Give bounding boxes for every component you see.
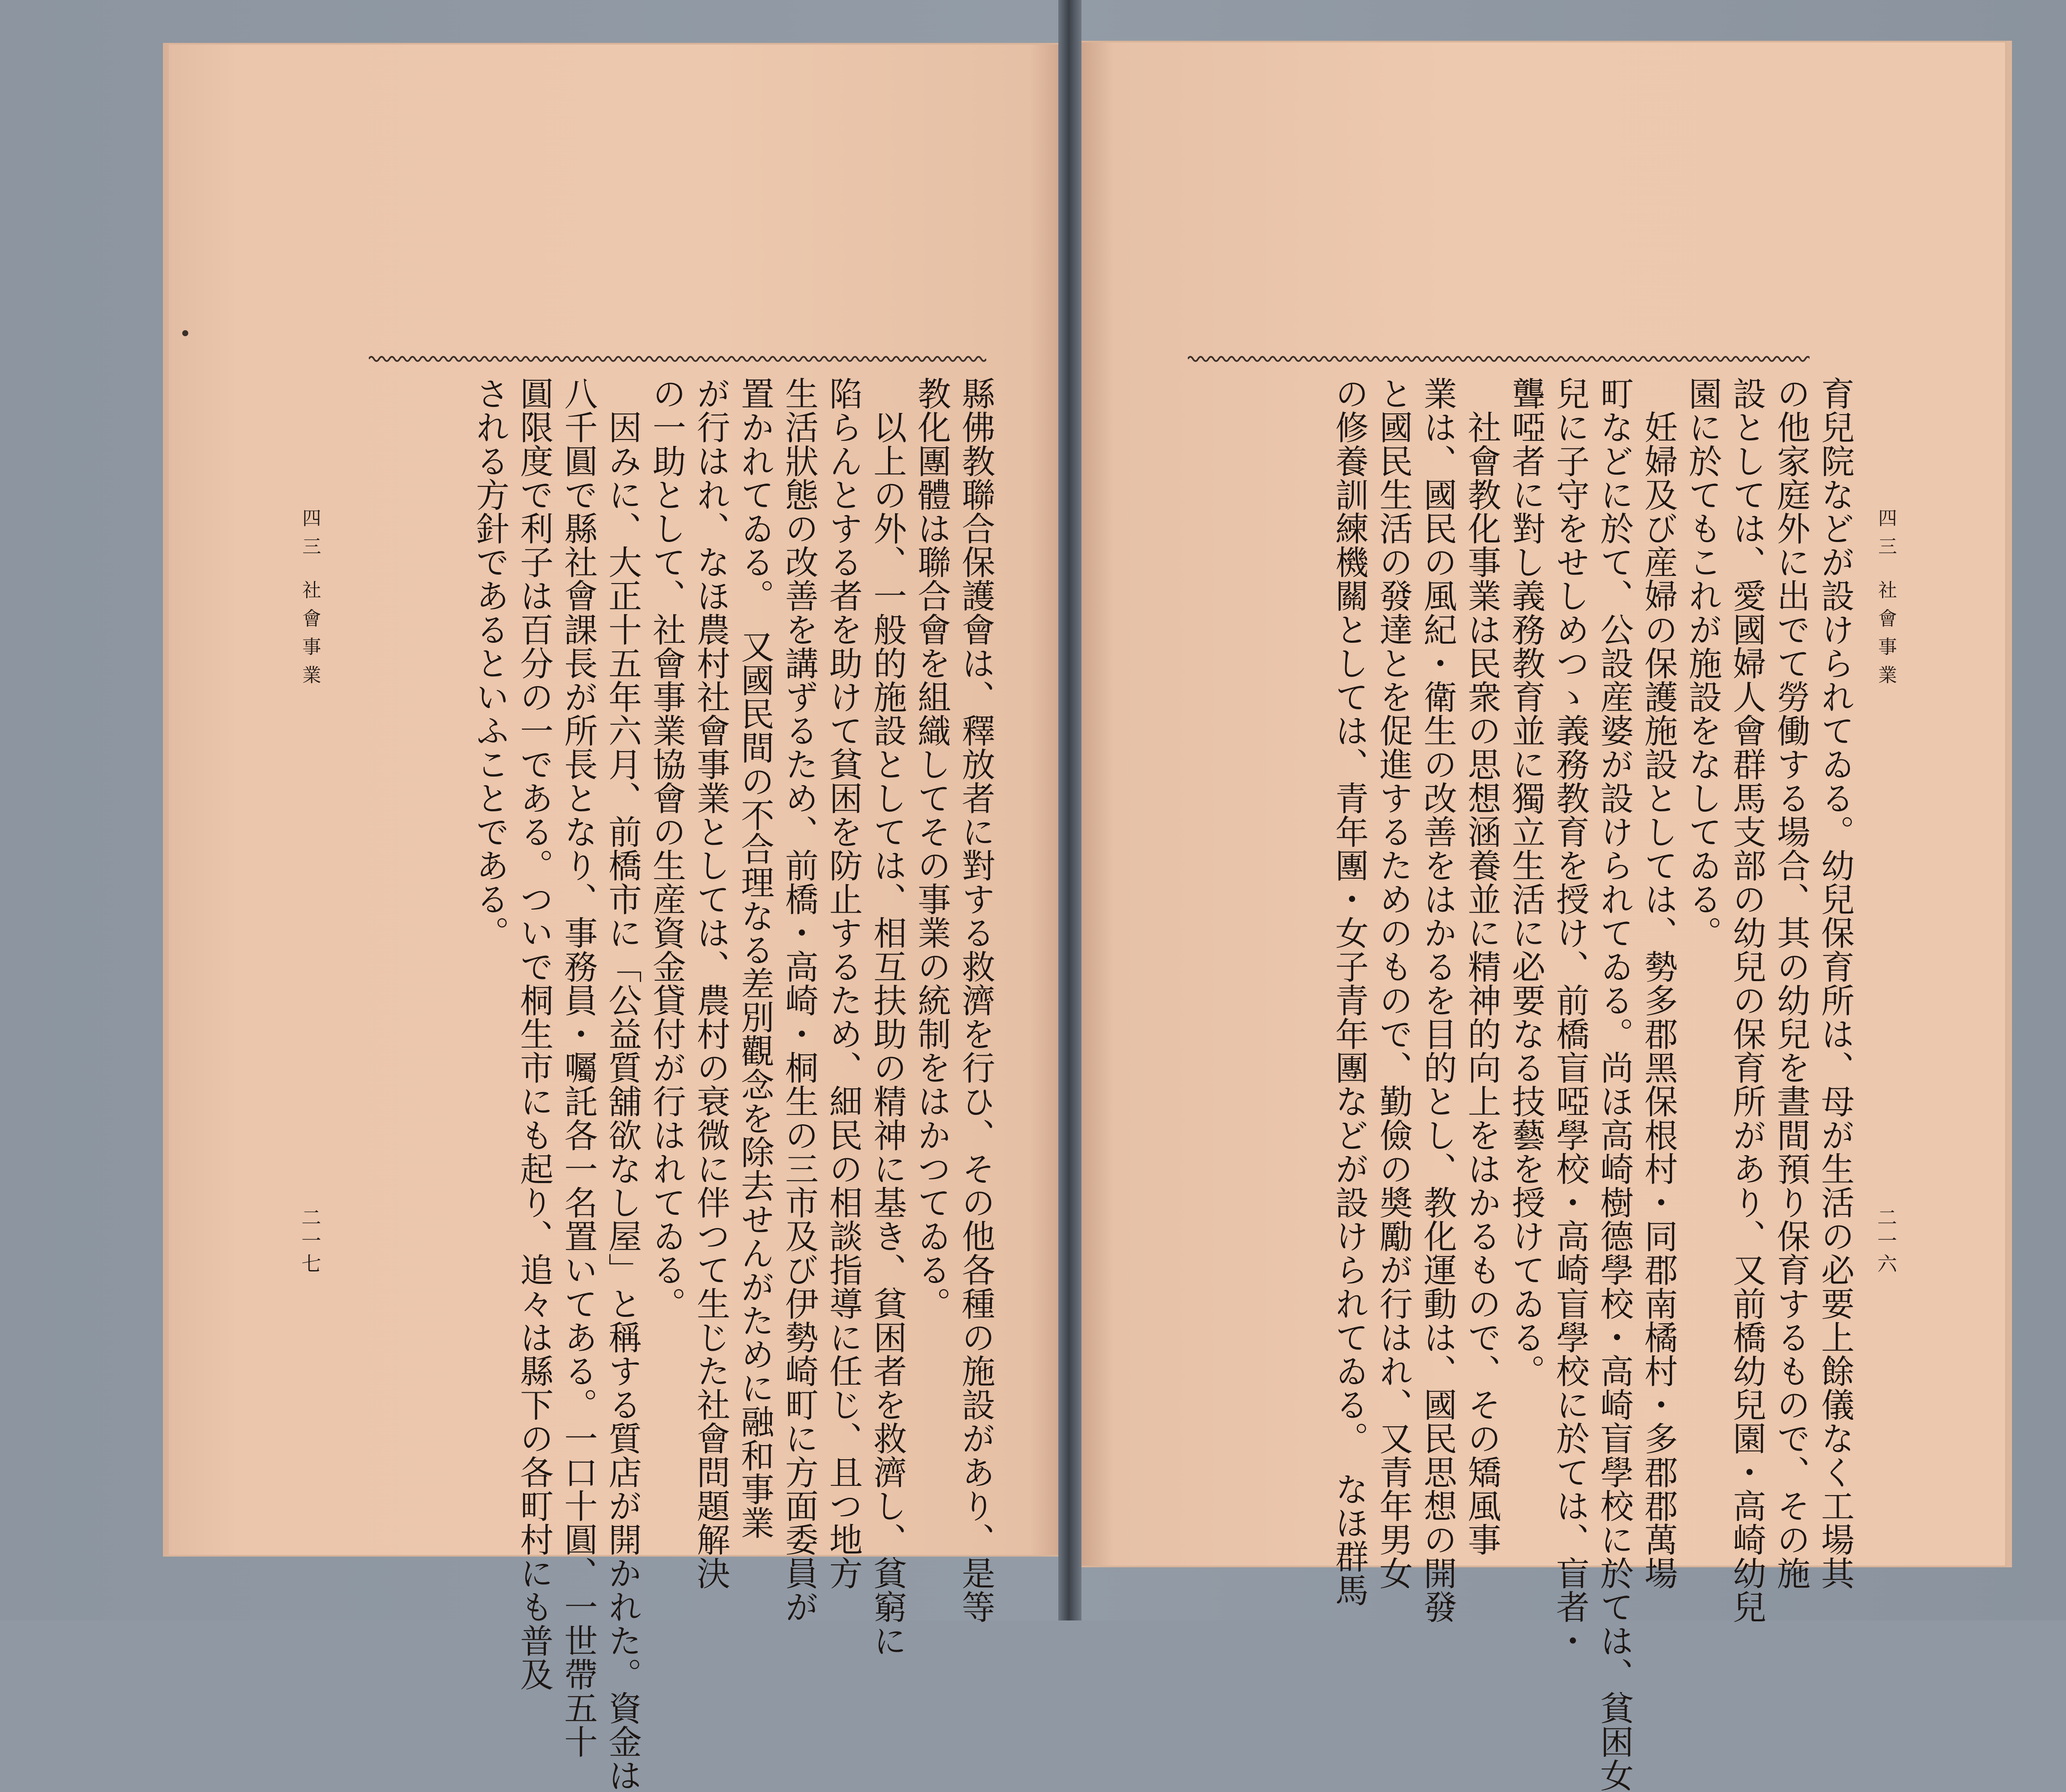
right-running-head: 四三 社會事業 [1875,508,1897,693]
left-line-3: 以上の外、一般的施設としては、相互扶助の精神に基き、貧困者を救濟し、貧窮に [868,376,907,1657]
left-line-2: 教化團體は聯合會を組織してその事業の統制をはかつてゐる。 [912,376,951,1320]
right-line-6: 町などに於て、公設産婆が設けられてゐる。尚ほ高崎樹德學校・高崎盲學校に於ては、貧困女 [1595,376,1633,1792]
left-line-11: 圓限度で利子は百分の一である。ついで桐生市にも起り、追々は縣下の各町村にも普及 [515,376,553,1691]
right-line-3: 設としては、愛國婦人會群馬支部の幼兒の保育所があり、又前橋幼兒園・高崎幼兒 [1727,376,1766,1624]
right-line-4: 園に於てもこれが施設をなしてゐる。 [1683,376,1722,950]
right-line-5: 妊婦及び産婦の保護施設としては、勢多郡黑保根村・同郡南橘村・多郡郡萬場 [1639,376,1677,1590]
right-line-12: の修養訓練機關としては、青年團・女子青年團などが設けられてゐる。 なほ群馬 [1330,376,1368,1607]
right-wavy-rule [1188,354,1810,364]
left-line-6: 置かれてゐる。 又國民間の不合理なる差別觀念を除去せんがために融和事業 [735,376,774,1539]
left-page-number: 二一七 [298,1207,322,1277]
left-line-1: 縣佛教聯合保護會は、釋放者に對する救濟を行ひ、その他各種の施設があり、是等 [956,376,995,1624]
right-page-number: 二一六 [1874,1207,1897,1277]
left-line-10: 八千圓で縣社會課長が所長となり、事務員・囑託各一名置いてある。一口十圓、一世帶五十 [559,376,597,1759]
right-line-9: 社會教化事業は民衆の思想涵養並に精神的向上をはかるもので、その矯風事 [1462,376,1501,1556]
left-line-4: 陷らんとする者を助けて貧困を防止するため、細民の相談指導に任じ、且つ地方 [824,376,862,1590]
right-line-1: 育兒院などが設けられてゐる。幼兒保育所は、母が生活の必要上餘儀なく工場其 [1816,376,1854,1590]
left-line-7: が行はれ、なほ農村社會事業としては、農村の衰微に伴つて生じた社會問題解決 [691,376,730,1590]
right-line-2: の他家庭外に出でて勞働する場合、其の幼兒を晝間預り保育するもので、その施 [1771,376,1810,1590]
right-line-7: 兒に子守をせしめつゝ義務教育を授け、前橋盲啞學校・高崎盲學校に於ては、盲者・ [1551,376,1589,1657]
right-line-10: 業は、國民の風紀・衛生の改善をはかるを目的とし、教化運動は、國民思想の開發 [1418,376,1457,1624]
left-line-5: 生活狀態の改善を講ずるため、前橋・高崎・桐生の三市及び伊勢崎町に方面委員が [780,376,818,1624]
left-running-head: 四三 社會事業 [299,508,321,693]
left-line-12: される方針であるといふことである。 [470,376,509,950]
right-line-8: 聾啞者に對し義務教育並に獨立生活に必要なる技藝を授けてゐる。 [1506,376,1545,1388]
left-line-8: の一助として、社會事業協會の生産資金貸付が行はれてゐる。 [647,376,686,1320]
ink-spot [182,330,188,336]
book-spine [1058,0,1081,1620]
left-line-9: 因みに、大正十五年六月、前橋市に「公益質舖欲なし屋」と稱する質店が開かれた。資金は [603,376,641,1792]
left-wavy-rule [369,354,986,364]
right-line-11: と國民生活の發達とを促進するためのもので、勤儉の奬勵が行はれ、又青年男女 [1374,376,1412,1590]
